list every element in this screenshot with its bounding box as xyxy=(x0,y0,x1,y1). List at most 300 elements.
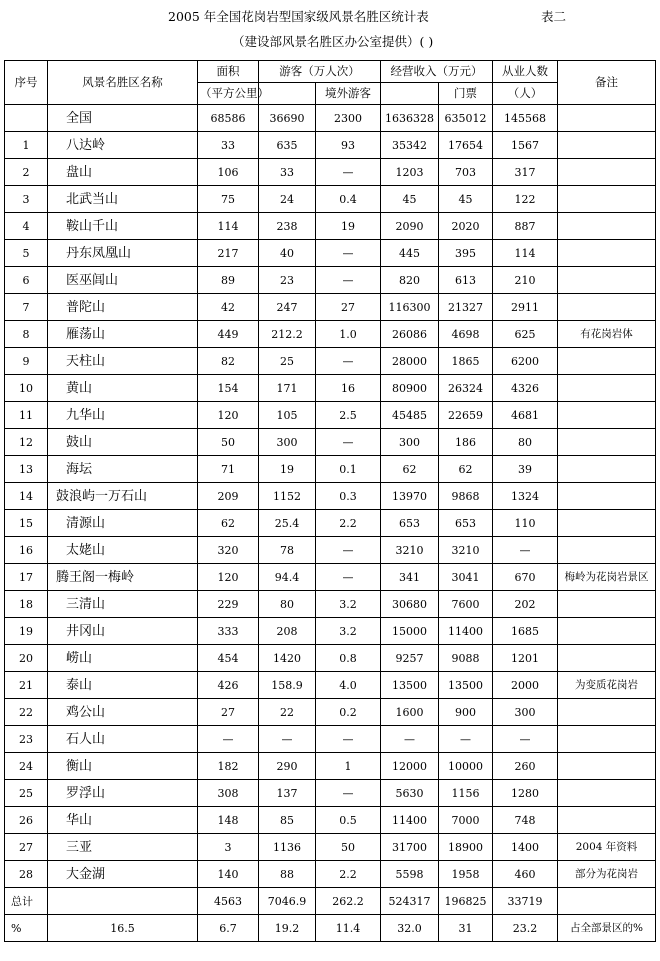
percent-area: 6.7 xyxy=(198,915,259,942)
foreign-cell: — xyxy=(316,564,381,591)
name-cell: 医巫闾山 xyxy=(48,267,198,294)
header-revenue: 经营收入（万元） xyxy=(381,61,493,83)
tickets-cell: 395 xyxy=(439,240,493,267)
name-cell: 三清山 xyxy=(48,591,198,618)
seq-cell: 7 xyxy=(5,294,48,321)
percent-row xyxy=(5,915,656,942)
title-bar xyxy=(0,5,660,23)
revenue-cell: 45485 xyxy=(381,402,439,429)
name-cell: 石人山 xyxy=(48,726,198,753)
header-row-1 xyxy=(5,61,656,83)
remark-cell: 部分为花岗岩 xyxy=(558,861,656,888)
total-revenue: 524317 xyxy=(381,888,439,915)
tickets-cell: 17654 xyxy=(439,132,493,159)
percent-foreign: 11.4 xyxy=(316,915,381,942)
percent-remark: 占全部景区的% xyxy=(558,915,656,942)
remark-cell xyxy=(558,618,656,645)
total-staff: 33719 xyxy=(493,888,558,915)
area-cell: 154 xyxy=(198,375,259,402)
staff-cell: 4681 xyxy=(493,402,558,429)
name-cell: 衡山 xyxy=(48,753,198,780)
visitors-cell: 94.4 xyxy=(259,564,316,591)
tickets-cell: 1156 xyxy=(439,780,493,807)
table-row xyxy=(5,240,656,267)
visitors-cell: 80 xyxy=(259,591,316,618)
staff-cell: 1567 xyxy=(493,132,558,159)
visitors-cell: 33 xyxy=(259,159,316,186)
foreign-cell: 0.3 xyxy=(316,483,381,510)
table-row xyxy=(5,321,656,348)
foreign-cell: 1.0 xyxy=(316,321,381,348)
total-remark-blank xyxy=(558,888,656,915)
area-cell: 449 xyxy=(198,321,259,348)
revenue-cell: 300 xyxy=(381,429,439,456)
total-tickets: 196825 xyxy=(439,888,493,915)
remark-cell: 为变质花岗岩 xyxy=(558,672,656,699)
table-subtitle: （建设部风景名胜区办公室提供）( ) xyxy=(232,34,434,49)
table-row xyxy=(5,564,656,591)
remark-cell xyxy=(558,510,656,537)
area-cell: 454 xyxy=(198,645,259,672)
revenue-cell: 15000 xyxy=(381,618,439,645)
header-revenue-blank xyxy=(381,83,439,105)
stats-table xyxy=(4,60,656,942)
area-cell: 308 xyxy=(198,780,259,807)
foreign-cell: 0.2 xyxy=(316,699,381,726)
area-cell: — xyxy=(198,726,259,753)
revenue-cell: 5598 xyxy=(381,861,439,888)
staff-cell: 1400 xyxy=(493,834,558,861)
table-row xyxy=(5,510,656,537)
staff-cell: 39 xyxy=(493,456,558,483)
seq-cell: 22 xyxy=(5,699,48,726)
tickets-cell: 1958 xyxy=(439,861,493,888)
table-tag: 表二 xyxy=(541,9,567,24)
revenue-cell: 12000 xyxy=(381,753,439,780)
area-cell: 120 xyxy=(198,564,259,591)
name-cell: 海坛 xyxy=(48,456,198,483)
staff-cell: 114 xyxy=(493,240,558,267)
area-cell: 120 xyxy=(198,402,259,429)
table-title: 2005 年全国花岗岩型国家级风景名胜区统计表 xyxy=(168,9,429,24)
table-row xyxy=(5,807,656,834)
revenue-cell: 28000 xyxy=(381,348,439,375)
area-cell: 182 xyxy=(198,753,259,780)
remark-cell xyxy=(558,294,656,321)
percent-revenue: 32.0 xyxy=(381,915,439,942)
table-row xyxy=(5,267,656,294)
foreign-cell: 16 xyxy=(316,375,381,402)
seq-cell: 2 xyxy=(5,159,48,186)
foreign-cell: 0.4 xyxy=(316,186,381,213)
tickets-cell: 7000 xyxy=(439,807,493,834)
header-name: 风景名胜区名称 xyxy=(48,61,198,105)
table-row xyxy=(5,861,656,888)
visitors-cell: 105 xyxy=(259,402,316,429)
tickets-cell: 62 xyxy=(439,456,493,483)
table-row xyxy=(5,645,656,672)
seq-cell: 10 xyxy=(5,375,48,402)
area-cell: 106 xyxy=(198,159,259,186)
name-cell: 太姥山 xyxy=(48,537,198,564)
seq-cell: 14 xyxy=(5,483,48,510)
tickets-cell: 9868 xyxy=(439,483,493,510)
tickets-cell: 3210 xyxy=(439,537,493,564)
foreign-cell: 4.0 xyxy=(316,672,381,699)
staff-cell: 300 xyxy=(493,699,558,726)
staff-cell: 1324 xyxy=(493,483,558,510)
tickets-cell: 11400 xyxy=(439,618,493,645)
staff-cell: 6200 xyxy=(493,348,558,375)
foreign-cell: — xyxy=(316,348,381,375)
remark-cell xyxy=(558,375,656,402)
remark-cell xyxy=(558,780,656,807)
percent-name-value: 16.5 xyxy=(48,915,198,942)
remark-cell xyxy=(558,267,656,294)
remark-cell xyxy=(558,483,656,510)
visitors-cell: 290 xyxy=(259,753,316,780)
area-cell: 75 xyxy=(198,186,259,213)
foreign-cell: — xyxy=(316,159,381,186)
staff-cell: 210 xyxy=(493,267,558,294)
remark-cell xyxy=(558,537,656,564)
remark-cell xyxy=(558,807,656,834)
tickets-cell: 21327 xyxy=(439,294,493,321)
name-cell: 鼓浪屿一万石山 xyxy=(48,483,198,510)
name-cell: 腾王阁一梅岭 xyxy=(48,564,198,591)
table-row xyxy=(5,537,656,564)
seq-cell: 11 xyxy=(5,402,48,429)
name-cell: 丹东凤凰山 xyxy=(48,240,198,267)
tickets-cell: 18900 xyxy=(439,834,493,861)
tickets-cell: 900 xyxy=(439,699,493,726)
seq-cell: 3 xyxy=(5,186,48,213)
remark-cell xyxy=(558,186,656,213)
area-cell: 89 xyxy=(198,267,259,294)
revenue-cell: 62 xyxy=(381,456,439,483)
tickets-cell: 613 xyxy=(439,267,493,294)
area-cell: 217 xyxy=(198,240,259,267)
name-cell: 崂山 xyxy=(48,645,198,672)
visitors-cell: 25.4 xyxy=(259,510,316,537)
table-row xyxy=(5,294,656,321)
header-remark: 备注 xyxy=(558,61,656,105)
foreign-cell: 0.1 xyxy=(316,456,381,483)
name-cell: 八达岭 xyxy=(48,132,198,159)
visitors-cell: 88 xyxy=(259,861,316,888)
revenue-cell: 13500 xyxy=(381,672,439,699)
table-row xyxy=(5,780,656,807)
table-row xyxy=(5,753,656,780)
table-row xyxy=(5,348,656,375)
total-foreign: 262.2 xyxy=(316,888,381,915)
revenue-cell: 26086 xyxy=(381,321,439,348)
remark-cell xyxy=(558,591,656,618)
visitors-cell: 24 xyxy=(259,186,316,213)
tickets-cell: 186 xyxy=(439,429,493,456)
seq-cell: 16 xyxy=(5,537,48,564)
foreign-cell: — xyxy=(316,429,381,456)
foreign-cell: 0.8 xyxy=(316,645,381,672)
seq-cell: 15 xyxy=(5,510,48,537)
staff-cell: 260 xyxy=(493,753,558,780)
remark-cell xyxy=(558,699,656,726)
table-row xyxy=(5,186,656,213)
seq-cell: 17 xyxy=(5,564,48,591)
staff-cell: 670 xyxy=(493,564,558,591)
name-cell: 全国 xyxy=(48,105,198,132)
staff-cell: 317 xyxy=(493,159,558,186)
staff-cell: 4326 xyxy=(493,375,558,402)
visitors-cell: 40 xyxy=(259,240,316,267)
foreign-cell: 2.2 xyxy=(316,861,381,888)
header-visitors: 游客（万人次） xyxy=(259,61,381,83)
name-cell: 九华山 xyxy=(48,402,198,429)
seq-cell: 19 xyxy=(5,618,48,645)
staff-cell: 460 xyxy=(493,861,558,888)
foreign-cell: 93 xyxy=(316,132,381,159)
header-area: 面积 xyxy=(198,61,259,83)
foreign-cell: 27 xyxy=(316,294,381,321)
seq-cell: 4 xyxy=(5,213,48,240)
seq-cell: 24 xyxy=(5,753,48,780)
area-cell: 27 xyxy=(198,699,259,726)
staff-cell: 887 xyxy=(493,213,558,240)
foreign-cell: 0.5 xyxy=(316,807,381,834)
staff-cell: 80 xyxy=(493,429,558,456)
header-seq: 序号 xyxy=(5,61,48,105)
total-name-blank xyxy=(48,888,198,915)
revenue-cell: 5630 xyxy=(381,780,439,807)
visitors-cell: 25 xyxy=(259,348,316,375)
name-cell: 大金湖 xyxy=(48,861,198,888)
revenue-cell: 1203 xyxy=(381,159,439,186)
table-row xyxy=(5,726,656,753)
foreign-cell: 19 xyxy=(316,213,381,240)
table-row xyxy=(5,105,656,132)
tickets-cell: 2020 xyxy=(439,213,493,240)
table-row xyxy=(5,699,656,726)
remark-cell xyxy=(558,105,656,132)
area-cell: 320 xyxy=(198,537,259,564)
seq-cell: 5 xyxy=(5,240,48,267)
visitors-cell: 208 xyxy=(259,618,316,645)
area-cell: 50 xyxy=(198,429,259,456)
remark-cell xyxy=(558,132,656,159)
visitors-cell: 19 xyxy=(259,456,316,483)
table-row xyxy=(5,132,656,159)
foreign-cell: — xyxy=(316,780,381,807)
area-cell: 426 xyxy=(198,672,259,699)
name-cell: 盘山 xyxy=(48,159,198,186)
staff-cell: 110 xyxy=(493,510,558,537)
foreign-cell: 2300 xyxy=(316,105,381,132)
seq-cell: 12 xyxy=(5,429,48,456)
header-tickets: 门票 xyxy=(439,83,493,105)
visitors-cell: 238 xyxy=(259,213,316,240)
name-cell: 雁荡山 xyxy=(48,321,198,348)
visitors-cell: 78 xyxy=(259,537,316,564)
foreign-cell: 50 xyxy=(316,834,381,861)
table-row xyxy=(5,213,656,240)
remark-cell xyxy=(558,645,656,672)
staff-cell: 1280 xyxy=(493,780,558,807)
tickets-cell: — xyxy=(439,726,493,753)
revenue-cell: 9257 xyxy=(381,645,439,672)
foreign-cell: — xyxy=(316,726,381,753)
staff-cell: 625 xyxy=(493,321,558,348)
seq-cell: 20 xyxy=(5,645,48,672)
percent-staff: 23.2 xyxy=(493,915,558,942)
visitors-cell: 1136 xyxy=(259,834,316,861)
tickets-cell: 3041 xyxy=(439,564,493,591)
seq-cell: 8 xyxy=(5,321,48,348)
visitors-cell: 247 xyxy=(259,294,316,321)
percent-visitors: 19.2 xyxy=(259,915,316,942)
seq-cell: 18 xyxy=(5,591,48,618)
table-row xyxy=(5,456,656,483)
seq-cell: 25 xyxy=(5,780,48,807)
area-cell: 33 xyxy=(198,132,259,159)
remark-cell xyxy=(558,159,656,186)
revenue-cell: 13970 xyxy=(381,483,439,510)
remark-cell: 2004 年资料 xyxy=(558,834,656,861)
remark-cell xyxy=(558,240,656,267)
revenue-cell: 1636328 xyxy=(381,105,439,132)
header-area-unit: （平方公里） xyxy=(198,83,259,105)
staff-cell: — xyxy=(493,537,558,564)
area-cell: 62 xyxy=(198,510,259,537)
staff-cell: — xyxy=(493,726,558,753)
name-cell: 北武当山 xyxy=(48,186,198,213)
visitors-cell: 1152 xyxy=(259,483,316,510)
visitors-cell: 212.2 xyxy=(259,321,316,348)
foreign-cell: 3.2 xyxy=(316,591,381,618)
tickets-cell: 22659 xyxy=(439,402,493,429)
area-cell: 114 xyxy=(198,213,259,240)
tickets-cell: 9088 xyxy=(439,645,493,672)
name-cell: 普陀山 xyxy=(48,294,198,321)
name-cell: 华山 xyxy=(48,807,198,834)
seq-cell: 13 xyxy=(5,456,48,483)
revenue-cell: 31700 xyxy=(381,834,439,861)
revenue-cell: 11400 xyxy=(381,807,439,834)
seq-cell: 28 xyxy=(5,861,48,888)
name-cell: 泰山 xyxy=(48,672,198,699)
total-label: 总计 xyxy=(5,888,48,915)
seq-cell xyxy=(5,105,48,132)
percent-label: % xyxy=(5,915,48,942)
seq-cell: 26 xyxy=(5,807,48,834)
table-row xyxy=(5,402,656,429)
visitors-cell: 1420 xyxy=(259,645,316,672)
revenue-cell: 30680 xyxy=(381,591,439,618)
table-row xyxy=(5,483,656,510)
tickets-cell: 1865 xyxy=(439,348,493,375)
name-cell: 清源山 xyxy=(48,510,198,537)
visitors-cell: — xyxy=(259,726,316,753)
header-staff-unit: （人） xyxy=(493,83,558,105)
name-cell: 鞍山千山 xyxy=(48,213,198,240)
revenue-cell: 2090 xyxy=(381,213,439,240)
remark-cell xyxy=(558,213,656,240)
staff-cell: 2000 xyxy=(493,672,558,699)
table-row xyxy=(5,375,656,402)
tickets-cell: 4698 xyxy=(439,321,493,348)
visitors-cell: 36690 xyxy=(259,105,316,132)
remark-cell: 有花岗岩体 xyxy=(558,321,656,348)
name-cell: 黄山 xyxy=(48,375,198,402)
visitors-cell: 635 xyxy=(259,132,316,159)
seq-cell: 27 xyxy=(5,834,48,861)
table-row xyxy=(5,159,656,186)
visitors-cell: 300 xyxy=(259,429,316,456)
area-cell: 71 xyxy=(198,456,259,483)
remark-cell xyxy=(558,753,656,780)
seq-cell: 1 xyxy=(5,132,48,159)
foreign-cell: 3.2 xyxy=(316,618,381,645)
area-cell: 229 xyxy=(198,591,259,618)
area-cell: 209 xyxy=(198,483,259,510)
tickets-cell: 26324 xyxy=(439,375,493,402)
tickets-cell: 635012 xyxy=(439,105,493,132)
seq-cell: 21 xyxy=(5,672,48,699)
name-cell: 天柱山 xyxy=(48,348,198,375)
name-cell: 鸡公山 xyxy=(48,699,198,726)
remark-cell xyxy=(558,429,656,456)
remark-cell xyxy=(558,348,656,375)
tickets-cell: 45 xyxy=(439,186,493,213)
name-cell: 三亚 xyxy=(48,834,198,861)
name-cell: 井冈山 xyxy=(48,618,198,645)
seq-cell: 6 xyxy=(5,267,48,294)
foreign-cell: — xyxy=(316,240,381,267)
area-cell: 82 xyxy=(198,348,259,375)
staff-cell: 145568 xyxy=(493,105,558,132)
staff-cell: 1201 xyxy=(493,645,558,672)
visitors-cell: 85 xyxy=(259,807,316,834)
area-cell: 68586 xyxy=(198,105,259,132)
table-row xyxy=(5,672,656,699)
revenue-cell: 445 xyxy=(381,240,439,267)
visitors-cell: 137 xyxy=(259,780,316,807)
foreign-cell: 2.5 xyxy=(316,402,381,429)
foreign-cell: — xyxy=(316,267,381,294)
revenue-cell: 820 xyxy=(381,267,439,294)
foreign-cell: — xyxy=(316,537,381,564)
revenue-cell: — xyxy=(381,726,439,753)
revenue-cell: 653 xyxy=(381,510,439,537)
visitors-cell: 158.9 xyxy=(259,672,316,699)
table-row xyxy=(5,834,656,861)
revenue-cell: 3210 xyxy=(381,537,439,564)
seq-cell: 23 xyxy=(5,726,48,753)
area-cell: 42 xyxy=(198,294,259,321)
remark-cell xyxy=(558,402,656,429)
tickets-cell: 13500 xyxy=(439,672,493,699)
tickets-cell: 7600 xyxy=(439,591,493,618)
table-row xyxy=(5,591,656,618)
name-cell: 罗浮山 xyxy=(48,780,198,807)
total-row xyxy=(5,888,656,915)
remark-cell xyxy=(558,726,656,753)
revenue-cell: 35342 xyxy=(381,132,439,159)
seq-cell: 9 xyxy=(5,348,48,375)
name-cell: 鼓山 xyxy=(48,429,198,456)
staff-cell: 1685 xyxy=(493,618,558,645)
header-staff: 从业人数 xyxy=(493,61,558,83)
revenue-cell: 116300 xyxy=(381,294,439,321)
